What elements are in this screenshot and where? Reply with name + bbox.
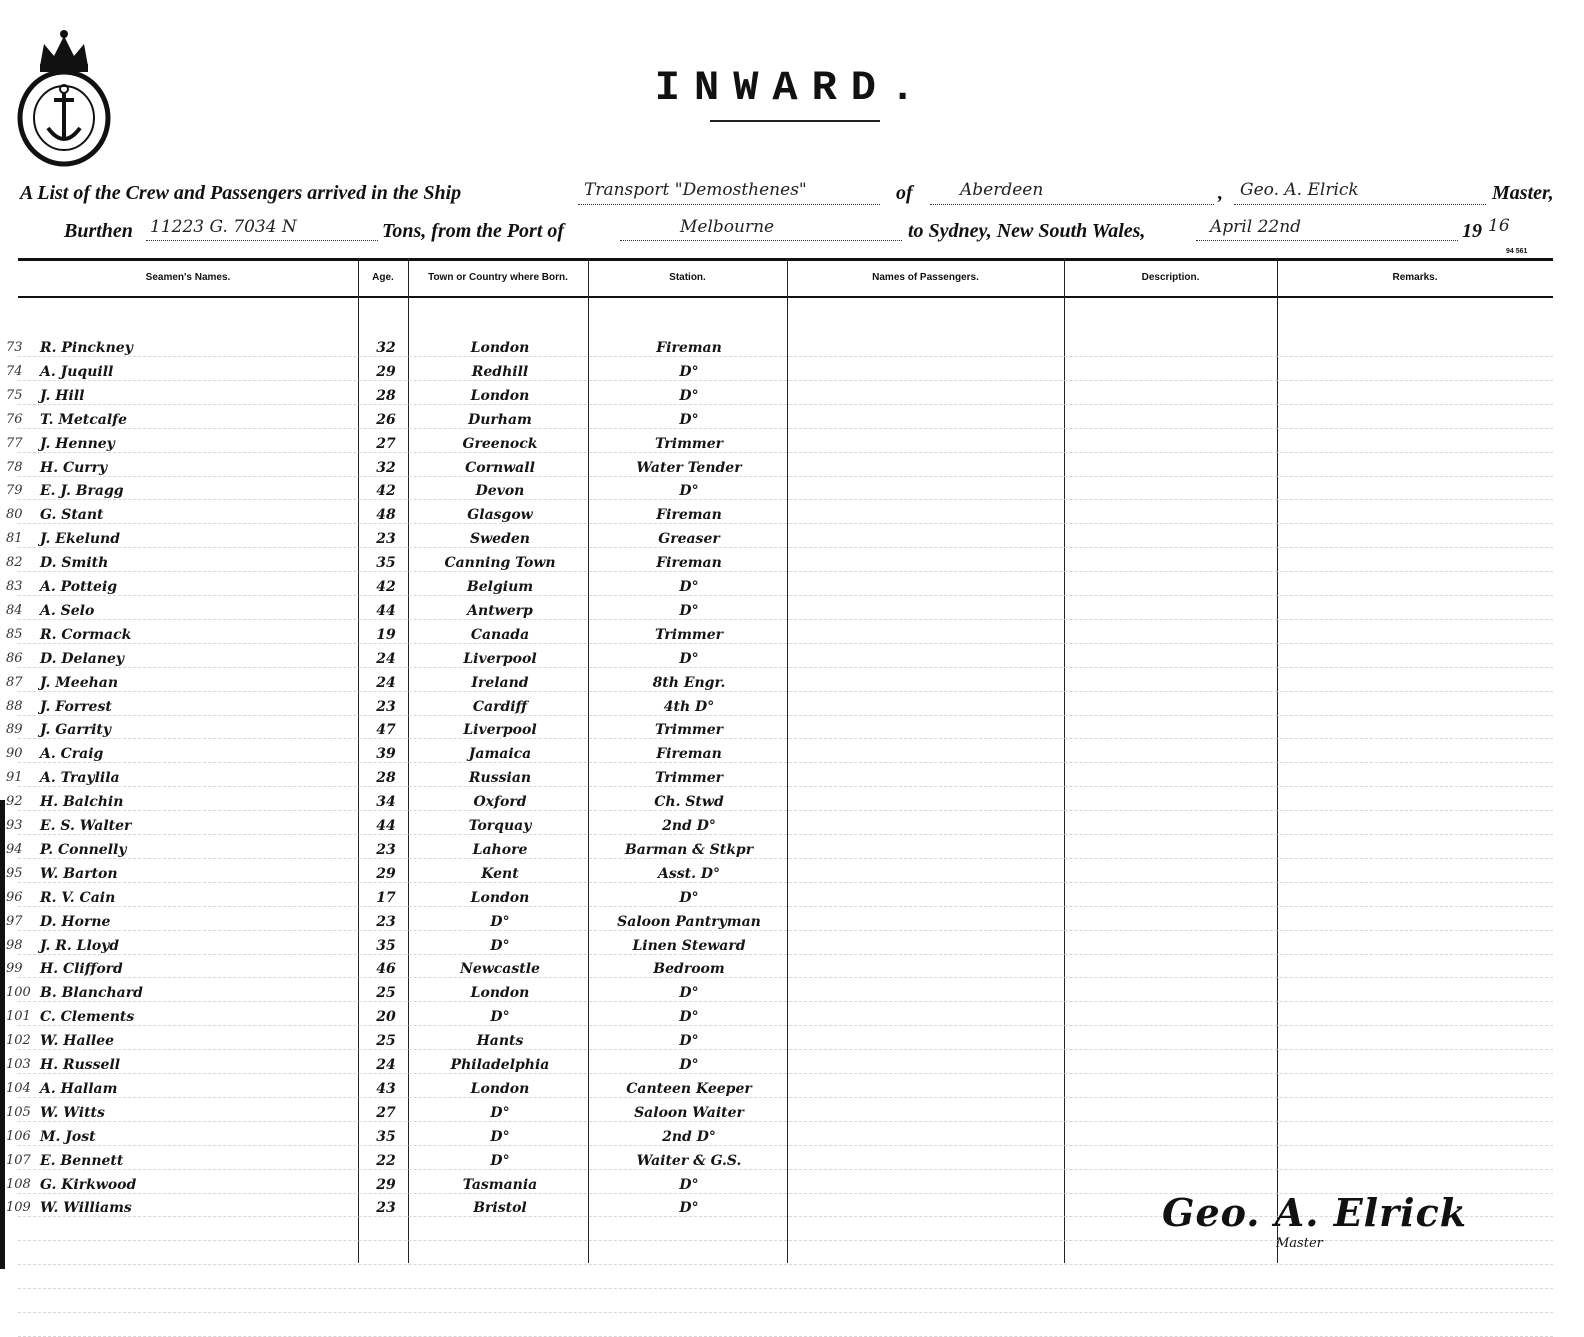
station: D° <box>679 985 699 1002</box>
birthplace: London <box>470 889 530 906</box>
seaman-name: D. Delaney <box>40 650 125 667</box>
table-row <box>6 408 1553 432</box>
table-row <box>6 384 1553 408</box>
row-number: 101 <box>6 1009 31 1025</box>
row-number: 105 <box>6 1104 31 1120</box>
seaman-age: 42 <box>376 483 396 500</box>
col-header-age: Age. <box>372 272 394 283</box>
seaman-name: A. Selo <box>40 602 95 619</box>
page-heading: INWARD. <box>654 64 930 112</box>
table-row <box>6 695 1553 719</box>
station: D° <box>679 1200 699 1217</box>
birthplace: London <box>470 340 530 356</box>
seaman-name: J. Forrest <box>40 698 112 715</box>
birthplace: D° <box>490 1104 510 1121</box>
station: D° <box>679 602 699 619</box>
table-row <box>6 934 1553 958</box>
birthplace: Glasgow <box>467 507 533 524</box>
seaman-name: H. Curry <box>40 459 108 476</box>
seaman-age: 28 <box>376 770 396 787</box>
birthplace: Philadelphia <box>450 1057 550 1073</box>
seaman-age: 22 <box>376 1152 396 1169</box>
station: Waiter & G.S. <box>636 1152 742 1169</box>
date-dotted-line <box>1196 240 1458 241</box>
row-number: 98 <box>6 937 23 953</box>
seaman-age: 29 <box>376 865 396 882</box>
table-row <box>6 599 1553 623</box>
row-number: 78 <box>6 459 23 475</box>
row-number: 93 <box>6 818 23 833</box>
table-row <box>6 718 1553 742</box>
seaman-age: 24 <box>376 1057 396 1073</box>
table-row <box>6 360 1553 384</box>
seaman-age: 20 <box>376 1009 396 1026</box>
seaman-name: P. Connelly <box>40 841 127 858</box>
row-number: 76 <box>6 411 23 427</box>
seaman-name: G. Kirkwood <box>40 1176 137 1193</box>
seaman-name: J. Meehan <box>40 674 119 691</box>
seaman-age: 23 <box>376 841 396 858</box>
row-number: 91 <box>6 770 23 786</box>
seaman-age: 32 <box>376 459 396 476</box>
station: Fireman <box>656 746 722 763</box>
table-row <box>6 1053 1553 1077</box>
station: Ch. Stwd <box>654 794 724 811</box>
row-number: 92 <box>6 794 23 810</box>
col-header-town: Town or Country where Born. <box>428 272 568 283</box>
birthplace: London <box>470 985 530 1002</box>
tons-label: Tons, from the Port of <box>382 220 565 242</box>
table-row <box>6 527 1553 551</box>
birthplace: Canada <box>470 626 530 643</box>
seaman-name: A. Traylila <box>40 770 120 787</box>
ruled-line <box>18 1312 1553 1313</box>
seaman-age: 35 <box>376 937 396 954</box>
row-number: 84 <box>6 602 23 618</box>
table-row <box>6 432 1553 456</box>
seaman-age: 23 <box>376 1200 396 1217</box>
row-number: 100 <box>6 985 31 1001</box>
station: D° <box>679 650 699 667</box>
station: Asst. D° <box>658 865 720 882</box>
table-row <box>6 671 1553 695</box>
station: Greaser <box>658 531 720 548</box>
seaman-age: 27 <box>376 435 396 452</box>
station: Water Tender <box>636 459 742 476</box>
row-number: 97 <box>6 913 23 929</box>
seaman-name: C. Clements <box>40 1009 135 1026</box>
table-row <box>6 1149 1553 1173</box>
station: D° <box>679 1009 699 1026</box>
table-row <box>6 1077 1553 1101</box>
seaman-name: E. S. Walter <box>40 818 132 834</box>
row-number: 96 <box>6 889 23 905</box>
seaman-name: W. Williams <box>40 1200 132 1217</box>
comma: , <box>1218 182 1223 204</box>
col-header-passengers: Names of Passengers. <box>872 272 979 283</box>
col-header-station: Station. <box>669 272 706 283</box>
birthplace: Newcastle <box>460 961 540 978</box>
birthplace: Devon <box>475 483 525 500</box>
station: Trimmer <box>654 770 723 787</box>
list-caption: A List of the Crew and Passengers arrived in the Ship <box>20 182 462 204</box>
table-header-rule <box>18 296 1553 298</box>
table-row <box>6 910 1553 934</box>
station: D° <box>679 889 699 906</box>
seaman-name: A. Hallam <box>40 1080 118 1097</box>
seaman-name: J. Ekelund <box>40 531 121 548</box>
table-row <box>6 647 1553 671</box>
master-signature: Geo. A. Elrick <box>1162 1190 1468 1235</box>
birthplace: Oxford <box>473 794 527 811</box>
seaman-age: 26 <box>376 411 396 428</box>
seaman-name: J. Henney <box>40 435 115 452</box>
seaman-age: 25 <box>376 1033 396 1050</box>
seaman-name: A. Juquill <box>40 363 114 380</box>
table-row <box>6 551 1553 575</box>
seaman-age: 43 <box>376 1080 396 1097</box>
birthplace: Greenock <box>462 435 538 452</box>
birthplace: Russian <box>468 770 532 787</box>
seaman-age: 47 <box>376 722 396 739</box>
row-number: 107 <box>6 1152 31 1168</box>
birthplace: London <box>470 387 530 404</box>
station: D° <box>679 579 699 595</box>
birthplace: Bristol <box>473 1200 527 1217</box>
table-row <box>6 336 1553 360</box>
birthplace: Redhill <box>471 363 529 380</box>
signature-title: Master <box>1276 1236 1323 1251</box>
station: Saloon Waiter <box>634 1104 744 1121</box>
seaman-age: 44 <box>376 602 396 619</box>
table-row <box>6 766 1553 790</box>
table-top-rule <box>18 258 1553 261</box>
station: 2nd D° <box>662 818 716 834</box>
row-number: 88 <box>6 698 23 714</box>
birthplace: D° <box>490 937 510 954</box>
port-of-registry: Aberdeen <box>960 180 1044 200</box>
station: Fireman <box>656 340 722 356</box>
row-number: 109 <box>6 1200 31 1216</box>
birthplace: D° <box>490 1152 510 1169</box>
binding-edge <box>0 800 5 1269</box>
birthplace: Durham <box>468 411 532 428</box>
from-port: Melbourne <box>680 217 775 237</box>
seaman-age: 24 <box>376 674 396 691</box>
station: D° <box>679 1033 699 1050</box>
seaman-age: 39 <box>376 746 396 763</box>
table-row <box>6 957 1553 981</box>
master-dotted-line <box>1234 204 1486 205</box>
station: Barman & Stkpr <box>624 841 754 858</box>
seaman-name: A. Craig <box>40 746 104 763</box>
table-row <box>6 886 1553 910</box>
station: D° <box>679 363 699 380</box>
station: 2nd D° <box>662 1128 716 1145</box>
seaman-age: 34 <box>376 794 396 811</box>
table-row <box>6 575 1553 599</box>
seaman-age: 28 <box>376 387 396 404</box>
seaman-age: 29 <box>376 1176 396 1193</box>
row-number: 79 <box>6 483 23 499</box>
seaman-age: 19 <box>376 626 396 643</box>
col-header-names: Seamen's Names. <box>145 272 231 283</box>
birthplace: Ireland <box>471 674 529 691</box>
station: 8th Engr. <box>652 674 726 691</box>
row-number: 90 <box>6 746 23 762</box>
seaman-age: 23 <box>376 531 396 548</box>
row-number: 86 <box>6 650 23 666</box>
seaman-name: D. Smith <box>40 555 109 572</box>
year-suffix: 16 <box>1488 216 1510 236</box>
seaman-age: 35 <box>376 555 396 572</box>
birthplace: D° <box>490 1128 510 1145</box>
crew-table <box>6 258 1553 1263</box>
birthplace: Torquay <box>468 818 532 834</box>
birthplace: D° <box>490 913 510 930</box>
row-number: 77 <box>6 435 23 451</box>
destination-label: to Sydney, New South Wales, <box>908 220 1146 242</box>
row-number: 73 <box>6 340 23 355</box>
station: D° <box>679 411 699 428</box>
seaman-name: E. J. Bragg <box>40 483 124 500</box>
row-number: 75 <box>6 387 23 403</box>
seaman-age: 42 <box>376 579 396 595</box>
seaman-name: J. Garrity <box>40 722 111 739</box>
col-header-description: Description. <box>1141 272 1200 283</box>
table-row <box>6 456 1553 480</box>
burthen-value: 11223 G. 7034 N <box>150 217 297 237</box>
seaman-name: E. Bennett <box>40 1152 124 1169</box>
burthen-dotted-line <box>146 240 378 241</box>
ruled-line <box>18 1288 1553 1289</box>
birthplace: Belgium <box>466 579 534 595</box>
station: Trimmer <box>654 435 723 452</box>
table-row <box>6 503 1553 527</box>
row-number: 108 <box>6 1176 31 1192</box>
seaman-name: T. Metcalfe <box>40 411 128 428</box>
row-number: 103 <box>6 1057 31 1072</box>
from-port-dotted-line <box>620 240 902 241</box>
row-number: 102 <box>6 1033 31 1049</box>
arrival-date: April 22nd <box>1210 217 1302 237</box>
birthplace: Lahore <box>472 841 528 858</box>
station: D° <box>679 1057 699 1073</box>
ship-name: Transport "Demosthenes" <box>584 180 807 200</box>
col-header-remarks: Remarks. <box>1392 272 1438 283</box>
row-number: 80 <box>6 507 23 523</box>
table-row <box>6 790 1553 814</box>
row-number: 83 <box>6 579 23 594</box>
station: D° <box>679 387 699 404</box>
birthplace: Sweden <box>470 531 530 548</box>
row-number: 74 <box>6 363 23 379</box>
seaman-name: W. Hallee <box>40 1033 115 1050</box>
seaman-age: 27 <box>376 1104 396 1121</box>
station: Linen Steward <box>632 937 746 954</box>
birthplace: Liverpool <box>463 722 537 739</box>
birthplace: Antwerp <box>467 602 533 619</box>
row-number: 106 <box>6 1128 31 1144</box>
seaman-age: 29 <box>376 363 396 380</box>
row-number: 104 <box>6 1080 31 1096</box>
seaman-age: 17 <box>376 889 396 906</box>
seaman-name: G. Stant <box>40 507 104 524</box>
birthplace: Liverpool <box>463 650 537 667</box>
ship-dotted-line <box>578 204 880 205</box>
seaman-age: 32 <box>376 340 396 356</box>
table-row <box>6 1029 1553 1053</box>
burthen-label: Burthen <box>64 220 133 242</box>
table-row <box>6 742 1553 766</box>
birthplace: Tasmania <box>462 1176 538 1193</box>
seaman-age: 23 <box>376 698 396 715</box>
row-number: 94 <box>6 841 23 857</box>
station: 4th D° <box>663 698 715 715</box>
row-number: 82 <box>6 555 23 571</box>
seaman-name: H. Clifford <box>40 961 123 978</box>
master-name: Geo. A. Elrick <box>1240 180 1359 200</box>
seaman-name: A. Potteig <box>40 579 118 595</box>
ruled-line <box>18 1264 1553 1265</box>
table-row <box>6 1125 1553 1149</box>
heading-rule <box>710 120 880 122</box>
station: Fireman <box>656 507 722 524</box>
seaman-name: R. Cormack <box>40 626 132 643</box>
table-row <box>6 479 1553 503</box>
birthplace: Cardiff <box>472 698 528 715</box>
birthplace: D° <box>490 1009 510 1026</box>
seaman-name: H. Balchin <box>40 794 124 811</box>
of-label: of <box>896 182 913 204</box>
row-number: 87 <box>6 674 23 690</box>
seaman-name: W. Witts <box>40 1104 105 1121</box>
table-row <box>6 1101 1553 1125</box>
birthplace: Jamaica <box>468 746 532 763</box>
seaman-name: R. Pinckney <box>40 340 133 356</box>
station: D° <box>679 483 699 500</box>
seaman-name: J. Hill <box>40 387 85 404</box>
birthplace: Kent <box>481 865 519 882</box>
seaman-age: 48 <box>376 507 396 524</box>
table-row <box>6 981 1553 1005</box>
seaman-name: W. Barton <box>40 865 118 882</box>
seaman-age: 44 <box>376 818 396 834</box>
seaman-name: R. V. Cain <box>40 889 116 906</box>
seaman-age: 24 <box>376 650 396 667</box>
seaman-age: 35 <box>376 1128 396 1145</box>
seaman-age: 25 <box>376 985 396 1002</box>
birthplace: London <box>470 1080 530 1097</box>
row-number: 85 <box>6 626 23 642</box>
master-label: Master, <box>1492 182 1554 204</box>
station: Saloon Pantryman <box>617 913 761 930</box>
table-row <box>6 1005 1553 1029</box>
table-row <box>6 814 1553 838</box>
station: Bedroom <box>653 961 725 978</box>
birthplace: Canning Town <box>444 555 556 572</box>
birthplace: Cornwall <box>465 459 535 476</box>
station: Fireman <box>656 555 722 572</box>
station: Trimmer <box>654 722 723 739</box>
table-row <box>6 838 1553 862</box>
row-number: 89 <box>6 722 23 738</box>
row-number: 99 <box>6 961 23 977</box>
seaman-name: B. Blanchard <box>40 985 143 1002</box>
birthplace: Hants <box>476 1033 524 1050</box>
seaman-name: M. Jost <box>40 1128 96 1145</box>
seaman-age: 23 <box>376 913 396 930</box>
seaman-age: 46 <box>376 961 396 978</box>
table-row <box>6 862 1553 886</box>
year-prefix: 19 <box>1462 220 1482 242</box>
row-number: 95 <box>6 865 23 881</box>
seaman-name: J. R. Lloyd <box>40 937 120 954</box>
station: Canteen Keeper <box>626 1080 752 1097</box>
form-code: 94 561 <box>1506 248 1528 255</box>
row-number: 81 <box>6 531 23 547</box>
station: Trimmer <box>654 626 723 643</box>
seaman-name: D. Horne <box>40 913 111 930</box>
table-row <box>6 623 1553 647</box>
seaman-name: H. Russell <box>40 1057 121 1073</box>
port-dotted-line <box>930 204 1214 205</box>
station: D° <box>679 1176 699 1193</box>
